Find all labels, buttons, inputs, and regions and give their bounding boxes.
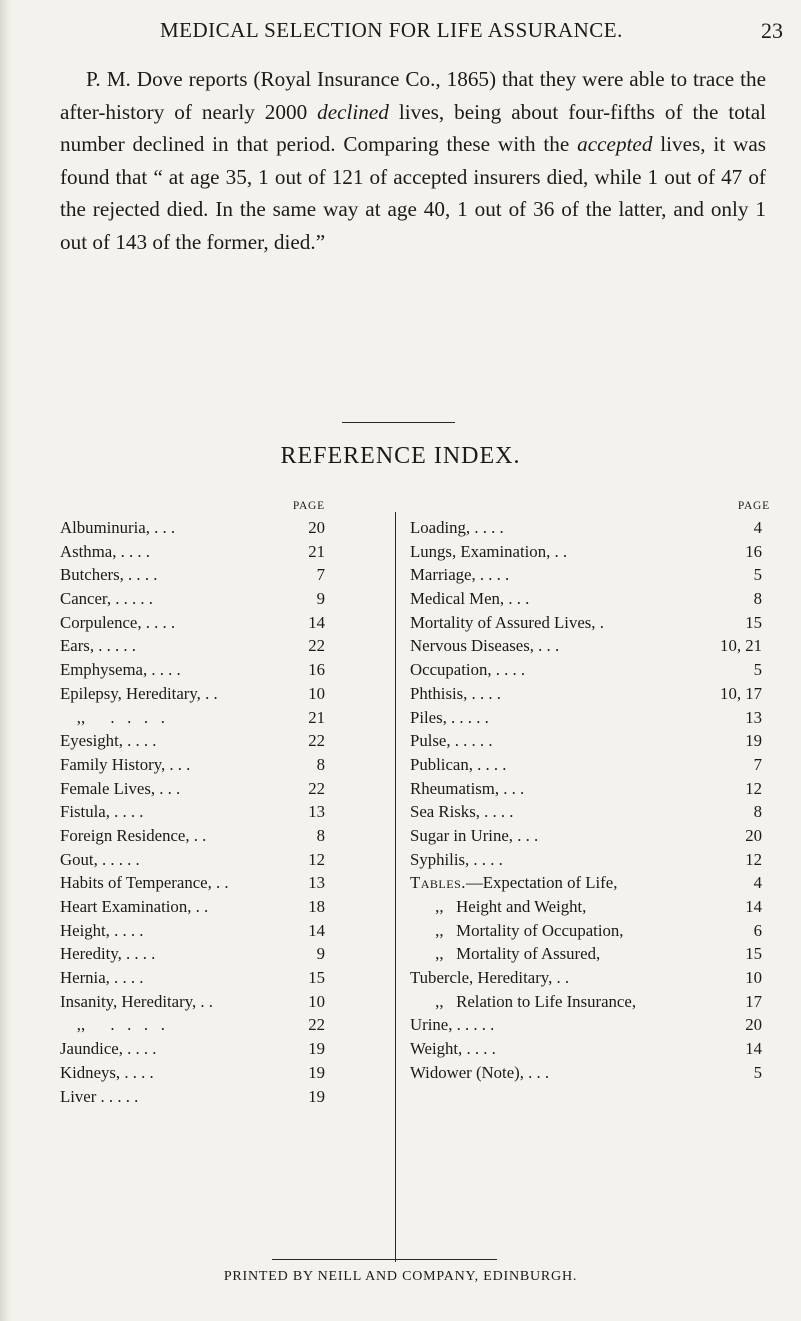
index-entry bbox=[410, 895, 770, 919]
index-page-ref: 19 bbox=[308, 1039, 325, 1059]
index-term: Cancer, . . . . . bbox=[60, 589, 153, 609]
index-entry bbox=[410, 966, 770, 990]
tables-subentry: —Expectation of Life, bbox=[465, 873, 618, 893]
index-term: Mortality of Assured Lives, . bbox=[410, 612, 604, 632]
index-entry bbox=[60, 1037, 385, 1061]
index-page-ref: 15 bbox=[745, 944, 762, 964]
index-term: Nervous Diseases, . . . bbox=[410, 636, 560, 656]
index-term: Asthma, . . . . bbox=[60, 541, 150, 561]
index-page-ref: 6 bbox=[753, 920, 762, 940]
index-page-ref: 5 bbox=[753, 1062, 762, 1082]
index-term: Tubercle, Hereditary, . . bbox=[410, 968, 570, 988]
index-entry bbox=[60, 706, 385, 730]
index-term: ,, Mortality of Occupation, bbox=[410, 920, 624, 940]
index-entry bbox=[410, 871, 770, 895]
index-term: ,, Relation to Life Insurance, bbox=[410, 991, 637, 1011]
index-term: Eyesight, . . . . bbox=[60, 731, 157, 751]
index-entry bbox=[410, 1037, 770, 1061]
index-entry bbox=[410, 682, 770, 706]
index-page-ref: 22 bbox=[308, 731, 325, 751]
page-column-header: PAGE bbox=[737, 500, 770, 512]
index-entry bbox=[410, 563, 770, 587]
index-page-ref: 13 bbox=[308, 873, 325, 893]
index-term: Liver . . . . . bbox=[60, 1086, 139, 1106]
index-page-ref: 19 bbox=[308, 1086, 325, 1106]
index-page-ref: 14 bbox=[745, 1039, 762, 1059]
index-page-ref: 19 bbox=[745, 731, 762, 751]
index-page-ref: 21 bbox=[308, 541, 325, 561]
index-entry bbox=[60, 800, 385, 824]
index-page-ref: 14 bbox=[308, 612, 325, 632]
index-entry bbox=[410, 800, 770, 824]
index-page-ref: 8 bbox=[316, 825, 325, 845]
index-term: Female Lives, . . . bbox=[60, 778, 181, 798]
index-term: Sea Risks, . . . . bbox=[410, 802, 514, 822]
index-entry bbox=[410, 848, 770, 872]
index-page-ref: 14 bbox=[745, 897, 762, 916]
index-term: Ears, . . . . . bbox=[60, 636, 136, 656]
index-entry bbox=[60, 919, 385, 943]
index-entry bbox=[60, 516, 385, 540]
running-title: MEDICAL SELECTION FOR LIFE ASSURANCE. bbox=[160, 18, 623, 42]
index-entry bbox=[60, 848, 385, 872]
index-entry bbox=[60, 634, 385, 658]
index-entry bbox=[60, 753, 385, 777]
index-page-ref: 15 bbox=[745, 612, 762, 632]
index-page-ref: 18 bbox=[308, 897, 325, 916]
index-page-ref: 7 bbox=[753, 754, 762, 774]
index-page-ref: 7 bbox=[316, 565, 325, 585]
tables-heading: Tables. bbox=[410, 873, 466, 893]
index-term: Urine, . . . . . bbox=[410, 1015, 495, 1035]
index-page-ref: 22 bbox=[308, 636, 325, 656]
index-page-ref: 10 bbox=[308, 991, 325, 1011]
index-term: Hernia, . . . . bbox=[60, 968, 144, 988]
body-paragraph bbox=[60, 63, 766, 258]
body-text-1: P. M. Dove reports (Royal Insurance Co., 1865) that they were able to trace the after-history of nearly 2000 bbox=[60, 67, 766, 124]
section-divider bbox=[342, 422, 455, 423]
index-page-ref: 22 bbox=[308, 778, 325, 798]
index-entry bbox=[410, 729, 770, 753]
index-term: Marriage, . . . . bbox=[410, 565, 510, 585]
index-term: Corpulence, . . . . bbox=[60, 612, 176, 632]
index-entry bbox=[60, 658, 385, 682]
index-entry bbox=[60, 777, 385, 801]
index-entry bbox=[410, 706, 770, 730]
index-term: Gout, . . . . . bbox=[60, 849, 140, 869]
index-page-ref: 9 bbox=[316, 589, 325, 609]
index-page-ref: 12 bbox=[745, 778, 762, 798]
printer-imprint: PRINTED BY NEILL AND COMPANY, EDINBURGH. bbox=[223, 1269, 578, 1284]
index-page-ref: 14 bbox=[308, 920, 325, 940]
index-entry bbox=[410, 824, 770, 848]
index-page-ref: 10, 17 bbox=[720, 683, 762, 703]
index-page-ref: 20 bbox=[745, 1015, 762, 1035]
running-head bbox=[0, 18, 801, 48]
index-term: Jaundice, . . . . bbox=[60, 1039, 157, 1059]
index-entry bbox=[60, 563, 385, 587]
index-entry bbox=[60, 1085, 385, 1109]
footer-divider bbox=[272, 1259, 497, 1260]
index-term: Height, . . . . bbox=[60, 920, 144, 940]
index-page-ref: 17 bbox=[745, 991, 762, 1011]
index-term: Albuminuria, . . . bbox=[60, 518, 176, 537]
index-page-ref: 4 bbox=[753, 518, 762, 537]
index-page-ref: 10 bbox=[745, 968, 762, 988]
index-page-ref: 10, 21 bbox=[720, 636, 762, 656]
index-term: Lungs, Examination, . . bbox=[410, 541, 568, 561]
index-term: ,, . . . . bbox=[60, 707, 165, 727]
index-entry bbox=[60, 729, 385, 753]
index-term: Foreign Residence, . . bbox=[60, 825, 207, 845]
index-page-ref: 5 bbox=[753, 565, 762, 585]
index-term: Fistula, . . . . bbox=[60, 802, 144, 822]
index-term: Weight, . . . . bbox=[410, 1039, 496, 1059]
index-entry bbox=[60, 990, 385, 1014]
index-entry bbox=[410, 919, 770, 943]
index-entry bbox=[60, 682, 385, 706]
index-entry bbox=[60, 587, 385, 611]
body-emphasis-accepted: accepted bbox=[577, 132, 653, 156]
index-term: Occupation, . . . . bbox=[410, 660, 526, 680]
index-entry bbox=[410, 611, 770, 635]
index-entry bbox=[60, 611, 385, 635]
index-entry bbox=[60, 942, 385, 966]
index-term: Medical Men, . . . bbox=[410, 589, 530, 609]
index-column-left bbox=[60, 500, 385, 1108]
body-emphasis-declined: declined bbox=[317, 99, 389, 124]
index-term: Piles, . . . . . bbox=[410, 707, 489, 727]
index-page-ref: 13 bbox=[745, 707, 762, 727]
index-page-ref: 8 bbox=[753, 589, 762, 609]
index-entry bbox=[410, 753, 770, 777]
index-entry bbox=[60, 966, 385, 990]
page-gutter-shadow bbox=[0, 0, 12, 1321]
index-entry bbox=[410, 540, 770, 564]
index-term: Loading, . . . . bbox=[410, 518, 504, 537]
index-term: Habits of Temperance, . . bbox=[60, 873, 229, 893]
index-entry bbox=[60, 895, 385, 919]
index-term: ,, Mortality of Assured, bbox=[410, 944, 601, 964]
index-entry bbox=[410, 587, 770, 611]
index-term: ,, . . . . bbox=[60, 1015, 165, 1035]
index-page-ref: 10 bbox=[308, 683, 325, 703]
index-term: Syphilis, . . . . bbox=[410, 849, 503, 869]
index-entry bbox=[60, 824, 385, 848]
body-text-3: lives, it was found that “ at age 35, 1 out of 121 of accepted insurers died, while 1 out of 47 of the rejected died. In the same way at age 40, 1 out of 36 of the latter, and only 1 out of 143 of the former, died.” bbox=[60, 132, 766, 254]
index-entry bbox=[60, 871, 385, 895]
index-page-ref: 13 bbox=[308, 802, 325, 822]
index-term: Butchers, . . . . bbox=[60, 565, 158, 585]
index-entry bbox=[410, 634, 770, 658]
index-page-ref: 20 bbox=[745, 825, 762, 845]
index-entry bbox=[60, 540, 385, 564]
index-term bbox=[410, 871, 617, 895]
index-page-ref: 21 bbox=[308, 707, 325, 727]
index-term: Phthisis, . . . . bbox=[410, 683, 501, 703]
index-term: Heredity, . . . . bbox=[60, 944, 156, 964]
index-page-ref: 4 bbox=[753, 873, 762, 893]
index-term: Publican, . . . . bbox=[410, 754, 507, 774]
index-term: ,, Height and Weight, bbox=[410, 897, 587, 916]
index-page-ref: 12 bbox=[308, 849, 325, 869]
index-page-ref: 16 bbox=[745, 541, 762, 561]
index-page-ref: 9 bbox=[316, 944, 325, 964]
index-term: Pulse, . . . . . bbox=[410, 731, 493, 751]
index-term: Sugar in Urine, . . . bbox=[410, 825, 539, 845]
index-page-ref: 15 bbox=[308, 968, 325, 988]
index-term: Widower (Note), . . . bbox=[410, 1062, 550, 1082]
page-number: 23 bbox=[761, 18, 783, 43]
index-entry bbox=[410, 942, 770, 966]
index-term: Epilepsy, Hereditary, . . bbox=[60, 683, 218, 703]
index-page-ref: 8 bbox=[316, 754, 325, 774]
index-page-ref: 16 bbox=[308, 660, 325, 680]
index-term: Insanity, Hereditary, . . bbox=[60, 991, 213, 1011]
index-page-ref: 22 bbox=[308, 1015, 325, 1035]
index-term: Heart Examination, . . bbox=[60, 897, 209, 916]
index-entry bbox=[410, 658, 770, 682]
page-column-header: PAGE bbox=[292, 500, 325, 512]
index-entry bbox=[60, 1061, 385, 1085]
index-page-ref: 12 bbox=[745, 849, 762, 869]
index-entry bbox=[410, 777, 770, 801]
index-entry bbox=[60, 1013, 385, 1037]
index-entry bbox=[410, 1013, 770, 1037]
body-text-2: lives, being about four-fifths of the total number declined in that period. Comparing these with the bbox=[60, 99, 766, 156]
index-page-ref: 20 bbox=[308, 518, 325, 537]
index-term: Kidneys, . . . . bbox=[60, 1062, 154, 1082]
index-term: Emphysema, . . . . bbox=[60, 660, 181, 680]
index-entry bbox=[410, 990, 770, 1014]
index-entry bbox=[410, 516, 770, 540]
index-term: Rheumatism, . . . bbox=[410, 778, 525, 798]
column-divider bbox=[395, 512, 396, 1262]
index-term: Family History, . . . bbox=[60, 754, 191, 774]
index-title: REFERENCE INDEX. bbox=[280, 443, 521, 469]
index-page-ref: 19 bbox=[308, 1062, 325, 1082]
index-page-ref: 5 bbox=[753, 660, 762, 680]
index-entry bbox=[410, 1061, 770, 1085]
index-page-ref: 8 bbox=[753, 802, 762, 822]
index-column-right bbox=[410, 500, 770, 1085]
